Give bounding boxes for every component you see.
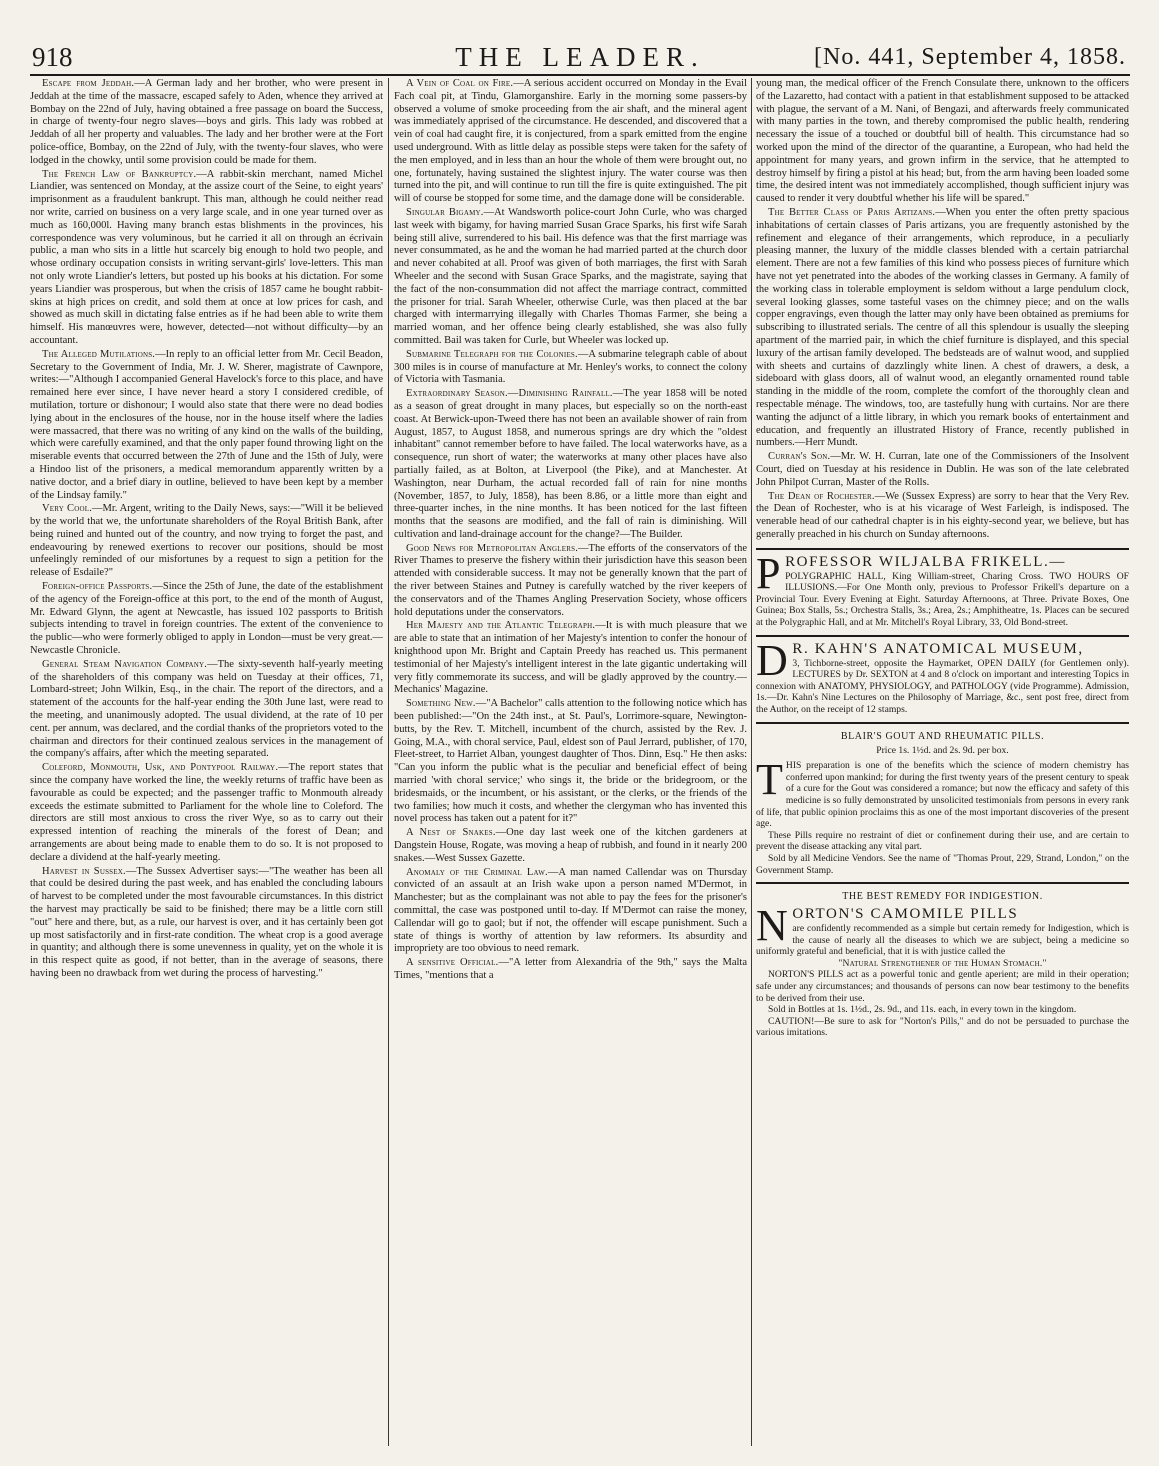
drop-cap: P <box>756 548 783 598</box>
advert-heading: BLAIR'S GOUT AND RHEUMATIC PILLS. <box>840 730 1045 742</box>
article-heading: General Steam Navigation Company. <box>42 658 208 670</box>
advert-kahn <box>756 635 1129 716</box>
advert-preheading: THE BEST REMEDY FOR INDIGESTION. <box>842 891 1043 903</box>
advert-body: HIS preparation is one of the benefits which the science of modern chemistry has conferred upon mankind; for during the first twenty years of the present century to speak of a cure for the Gout was considered a romance; but now the efficacy and safety of this medicine is so fully demonstrated by unsolicited testimonials from persons in every rank of life, that public opinion proclaims this as one of the most important discoveries of the present age. <box>756 760 1129 830</box>
article-text: —A serious accident occurred on Monday in the Evail Fach coal pit, at Tindu, Glamorganshire. Early in the morning some passers-by observed a volume of smoke proceeding from the air shaft, and the mineral agent was immediately apprised of the circumstance. He descended, and discovered that a vein of coal had caught fire, it is conjectured, from a spark emitted from the engine used underground. With as little delay as possible steps were taken for the safety of the men employed, and in less than an hour the whole of them were brought out, no one, fortunately, having sustained the slightest injury. The water course was then turned into the pit, and will continue to run till the fire is quite extinguished. The pit will of course be stopped for some time, and the damage done will be considerable. <box>394 78 747 205</box>
article <box>756 78 1129 206</box>
advert-body-3: Sold in Bottles at 1s. 1½d., 2s. 9d., and 11s. each, in every town in the kingdom. <box>768 1004 1077 1016</box>
advert-tagline: "Natural Strengthener of the Human Stomach." <box>838 957 1047 969</box>
advert-heading: ROFESSOR WILJALBA FRIKELL.— <box>785 553 1066 570</box>
article <box>394 78 747 206</box>
advert-norton <box>756 882 1129 1039</box>
column-3-articles <box>756 78 1129 542</box>
article-text: —The year 1858 will be noted as a season of great drought in many places, but especially so on the north-east coast. At Berwick-upon-Tweed there has not been an available shower of rain from August, 1857, to August 1858, and numerous springs are dry which the "oldest inhabitant" cannot remember before to have failed. The local waterworks have, as a consequence, run short of water; the waterworks at many other places have also partially failed, as at Bolton, at Liverpool (the Pike), and at Manchester. At Washington, near Durham, the actual recorded fall of rain for nine months (November, 1857, to July, 1858), has been 8.86, or a little more than eight and three-quarter inches, in the nine months. It has been noticed for the last fifteen months that the seasons are modified, and the fall of rain is diminishing. Will cultivation and land-drainage account for the change?—The Builder. <box>394 388 747 540</box>
article-text: —The report states that since the company have worked the line, the weekly returns of traffic have been as favourable as could be expected; and the passenger traffic to Monmouth already exceeds the estimate submitted to Parliament for the whole line to Coleford. The directors are still most anxious to cross the river Wye, so as to carry out their expressed intention of reaching the minerals of the forest of Dean; and arrangements are about being made to enable them to do so. It is not proposed to declare a dividend at the half-yearly meeting. <box>30 762 383 863</box>
article <box>394 620 747 697</box>
drop-cap: D <box>756 635 790 685</box>
article <box>30 866 383 981</box>
drop-cap: T <box>756 755 783 805</box>
column-2 <box>394 78 747 1448</box>
article-text: —A submarine telegraph cable of about 300 miles is in course of manufacture at Mr. Henley's works, to connect the colony of Victoria with Tasmania. <box>394 348 747 386</box>
advert-body-4: CAUTION!—Be sure to ask for "Norton's Pills," and do not be persuaded to purchase the various imitations. <box>756 1015 1129 1039</box>
article-heading: Curran's Son. <box>768 451 831 463</box>
article <box>394 698 747 826</box>
article <box>30 581 383 658</box>
article-heading: The French Law of Bankruptcy. <box>42 168 197 180</box>
article-heading: The Better Class of Paris Artizans. <box>768 206 936 218</box>
article <box>756 491 1129 542</box>
article-text: —Mr. W. H. Curran, late one of the Commissioners of the Insolvent Court, died on Tuesday at his residence in Dublin. He was son of the late celebrated John Philpot Curran, Master of the Rolls. <box>756 451 1129 488</box>
article-text: —A man named Callendar was on Thursday convicted of an assault at an Irish wake upon a person named M'Dermot, in Manchester; but as the complainant was not able to pay the fees for the prisoner's committal, the case was postponed until to-day. If M'Dermot can raise the money, Callendar will go to gaol; but if not, the offender will escape punishment. Such a state of things is worthy of attention by law reformers. Its absurdity and impropriety are too obvious to need remark. <box>394 866 747 955</box>
article-heading: A Nest of Snakes. <box>406 827 496 839</box>
issue-info: [No. 441, September 4, 1858. <box>814 44 1126 70</box>
article-text: —It is with much pleasure that we are able to state that an intimation of her Majesty's intention to confer the honour of knighthood upon Mr. Bright and Captain Preedy has reached us. This permanent testimonial of her Majesty's intelligent interest in the late gigantic undertaking will very fitly commemorate its success, and will be gladly approved by the country.—Mechanics' Magazine. <box>394 620 747 696</box>
article-heading: Coleford, Monmouth, Usk, and Pontypool Railway. <box>42 762 279 774</box>
article-text: —One day last week one of the kitchen gardeners at Dangstein House, Rogate, was moving a heap of rubbish, and found in it nearly 200 snakes.—West Sussex Gazette. <box>394 827 747 864</box>
article-text: young man, the medical officer of the French Consulate there, unknown to the officers of the Lazaretto, had contact with a patient in that establishment supposed to be attacked with plague, the servant of a M. Nani, of Bengazi, and afterwards freely communicated with many parties in the town, and thereby compromised the public health, rendering necessary the issue of a touched or doubtful bill of health. This circumstance had so worked upon the mind of the director of the quarantine, a European, who had held the appointment for many years, and grown infirm in the service, that he attempted to destroy himself by firing a pistol at his head; but, from the arm having been loaded some time, the desired intent was not immediately accomplished, though sufficient injury was caused to render it very doubtful whether his life will be spared." <box>756 78 1129 205</box>
article <box>756 451 1129 489</box>
advert-heading: R. KAHN'S ANATOMICAL MUSEUM, <box>792 640 1084 657</box>
article-heading: The Dean of Rochester. <box>768 490 875 502</box>
article-heading: Escape from Jeddah. <box>42 78 135 89</box>
column-rule <box>388 78 389 1446</box>
article-text: —The sixty-seventh half-yearly meeting of the shareholders of this company was held on Tuesday at their offices, 71, Lombard-street; John Wilkin, Esq., in the chair. The report of the directors, and a statement of the accounts for the half-year ending the 30th June last, were read to the meeting, and unanimously adopted. The usual dividend, at the rate of 10 per cent. per annum, was declared, and the cordial thanks of the proprietors voted to the chairman and directors for their continued zealous services in the management of the company's affairs, after which the meeting separated. <box>30 658 383 760</box>
article <box>30 659 383 761</box>
article-heading: Foreign-office Passports. <box>42 581 153 593</box>
article <box>30 169 383 348</box>
article <box>30 762 383 864</box>
article <box>394 867 747 957</box>
article-text: —Since the 25th of June, the date of the establishment of the agency of the Foreign-office at this port, to the end of the month of August, Mr. Edward Glynn, the agent at Newcastle, has issued 102 passports to British subjects intending to travel in foreign countries. The extent of the convenience to the public—who were formerly obliged to apply in London—must be very great.—Newcastle Chronicle. <box>30 581 383 657</box>
article <box>394 543 747 620</box>
article-heading: Her Majesty and the Atlantic Telegraph. <box>406 620 596 632</box>
article <box>394 349 747 387</box>
column-1 <box>30 78 383 1448</box>
advert-price: Price 1s. 1½d. and 2s. 9d. per box. <box>876 745 1009 757</box>
article-text: —In reply to an official letter from Mr. Cecil Beadon, Secretary to the Government of India, Mr. J. W. Sherer, magistrate of Cawnpore, writes:—"Although I accompanied General Havelock's force to this place, and have remained here ever since, I have never heard a story I considered credible, of mutilation, torture or dishonour; I would also state that there were no dead bodies lying about in the enclosures of the house, nor in the house itself where the ladies were massacred, that there was no writing of any kind on the walls of the building, which were carefully examined, and that the only paper found throwing light on the miserable events that occurred between the 27th of June and the 15th of July, were a Hindoo list of the prisoners, a medical memorandum apparently written by a native doctor, and a brief diary in outline, believed to have been kept by a member of the Lindsay family." <box>30 348 383 501</box>
article <box>30 503 383 580</box>
article-text: —"A letter from Alexandria of the 9th," says the Malta Times, "mentions that a <box>394 957 747 981</box>
article <box>394 207 747 348</box>
article-text: —"A Bachelor" calls attention to the following notice which has been published:—"On the 24th inst., at St. Paul's, Lorrimore-square, Newington-butts, by the Rev. T. Mitchell, incumbent of the church, assisted by the Rev. J. Going, M.A., with choral service, Paul, eldest son of Paul Jerrard, publisher, of 170, Fleet-street, to Harriet Alban, youngest daughter of Thos. Dinn, Esq." He then asks: "Can you inform the public what is the peculiar and beneficial effect of being married 'with choral service;' who sings it, the bride or the bridegroom, or the bridesmaids, or the incumbent, or his assistant, or the clerks, or the friends of the two families; how much it costs, and whether the clergyman who has invented this novel process has taken out a patent for it?" <box>394 698 747 825</box>
article-heading: Good News for Metropolitan Anglers. <box>406 542 579 554</box>
advert-body: 3, Tichborne-street, opposite the Haymarket, OPEN DAILY (for Gentlemen only). LECTURES by Dr. SEXTON at 4 and 8 o'clock on important and interesting Topics in connexion with ANATOMY, PHYSIOLOGY, and PATHOLOGY (vide Programme). Admission, 1s.—Dr. Kahn's Nine Lectures on the Philosophy of Marriage, &c., sent post free, direct from the Author, on the receipt of 12 stamps. <box>756 657 1129 716</box>
article-text: —The efforts of the conservators of the River Thames to preserve the fishery within their jurisdiction have this season been attended with considerable success. It may not be generally known that the part of the river between Staines and Putney is carefully watched by the river keepers of the conservators and of the Thames Angling Preservation Society, whose officers hold deputations under the conservators. <box>394 542 747 618</box>
article <box>394 957 747 983</box>
masthead <box>30 40 1130 76</box>
advert-body-2: NORTON'S PILLS act as a powerful tonic and gentle aperient; are mild in their operation; safe under any circumstances; and thousands of persons can now bear testimony to the benefits to be derived from their use. <box>756 969 1129 1004</box>
article-heading: Extraordinary Season.—Diminishing Rainfall. <box>406 388 613 400</box>
advert-body: POLYGRAPHIC HALL, King William-street, Charing Cross. TWO HOURS OF ILLUSIONS.—For One Month only, previous to Professor Frikell's departure on a Provincial Tour. Every Evening at Eight. Saturday Afternoons, at Three. Private Boxes, One Guinea; Box Stalls, 5s.; Orchestra Stalls, 3s.; Area, 2s.; Amphitheatre, 1s. Places can be secured at the Polygraphic Hall, and at Mr. Mitchell's Royal Library, 33, Old Bond-street. <box>756 570 1129 629</box>
article <box>394 827 747 865</box>
article-heading: Anomaly of the Criminal Law. <box>406 866 548 878</box>
article-text: —A rabbit-skin merchant, named Michel Liandier, was sentenced on Monday, at the assize court of the Seine, to eight years' imprisonment as a fraudulent bankrupt. This man, although he could neither read nor write, carried on business on a very large scale, and in one year turned over as much as 160,000l. Having many branch estas blishments in the provinces, his correspondence was very voluminous, but he carried it all on through an écrivain public, a man who sits in a little hut scarcely big enough to hold two people, and whose ordinary occupation consists in writing servant-girls' love-letters. This man not only wrote Liandier's letters, but posted up his books at his dictation. For some years Liandier was prosperous, but when the crisis of 1857 came he bought rabbit-skins at high prices on credit, and sold them at once at low prices for cash, and showed as much skill in dictating false entries as if he had been able to write them himself. His manœuvres were, however, detected—not without difficulty—by an accountant. <box>30 168 383 346</box>
article-text: —The Sussex Advertiser says:—"The weather has been all that could be desired during the past week, and has enabled the concluding labours of harvest to be completed under the most favourable circumstances. In this district the harvest may practically be said to be finished; there may be a little corn still "out" here and there, but, as a rule, our harvest is over, and it has certainly been got up most satisfactorily and in first-rate condition. The wheat crop is a good average in quantity; and although there is some unevenness in quality, yet on the whole it is in this respect quite as good, if not better, than in the average of seasons, there having been no drawback from wet during the process of harvesting." <box>30 865 383 979</box>
article-text: —Mr. Argent, writing to the Daily News, says:—"Will it be believed by the world that we, the unfortunate shareholders of the Royal British Bank, after being ruined and hunted out of the country, and now trying to forget the past, and endeavouring by renewed exertions to recover our positions, should be most unfeelingly reminded of our misfortunes by a request to sign a petition for the release of Esdaile?" <box>30 503 383 579</box>
article <box>394 388 747 542</box>
article-text: —At Wandsworth police-court John Curle, who was charged last week with bigamy, for having married Susan Grace Sparks, his first wife Sarah being still alive, surrendered to his bail. His defence was that the first marriage was never consummated, as he and the woman he had married parted at the church door and never cohabited at all. Proof was given of both marriages, the first with Sarah Wheeler and the second with Susan Grace Sparks, and the magistrate, saying that the fact of the non-consummation did not affect the marriage contract, committed the prisoner for trial. Sarah Wheeler, otherwise Curle, was then placed at the bar charged with intermarrying illegally with Charles Thomas Farmer, she being a married woman, and her offence being clearly established, she was also fully committed. Bail was taken for Curle, but Wheeler was locked up. <box>394 206 747 346</box>
advert-body-3: Sold by all Medicine Vendors. See the name of "Thomas Prout, 229, Strand, London," on the Government Stamp. <box>756 852 1129 876</box>
page-number: 918 <box>32 42 73 72</box>
paper-title: THE LEADER. <box>455 42 705 72</box>
article-heading: A Vein of Coal on Fire. <box>406 78 514 89</box>
advert-heading: ORTON'S CAMOMILE PILLS <box>792 905 1019 922</box>
article-heading: Very Cool. <box>42 503 93 515</box>
article-text: —A German lady and her brother, who were present in Jeddah at the time of the massacre, escaped safely to Aden, whence they arrived at Bombay on the 22nd of July, having obtained a free passage on board the Success, in charge of twenty-four negro slaves—boys and girls. This lady was robbed at Jeddah of all her property and valuables. The lady and her brother were at the Fort police-office, Bombay, on the 22nd of July, with the twenty-four slaves, who were lodged in the chowky, until some provision could be made for them. <box>30 78 383 166</box>
article-text: —We (Sussex Express) are sorry to hear that the Very Rev. the Dean of Rochester, who is at his vicarage of West Farleigh, is indisposed. The venerable head of our cathedral chapter is in his eighty-second year, we believe, but has generally preached in his church on Sunday afternoons. <box>756 490 1129 540</box>
drop-cap: N <box>756 900 790 950</box>
article <box>30 78 383 168</box>
advert-blair <box>756 722 1129 877</box>
column-rule <box>751 78 752 1446</box>
advert-frikell <box>756 548 1129 629</box>
article <box>30 349 383 503</box>
article-heading: Harvest in Sussex. <box>42 865 126 877</box>
article-heading: The Alleged Mutilations. <box>42 348 156 360</box>
column-3 <box>756 78 1129 1448</box>
article-heading: A sensitive Official. <box>406 957 499 969</box>
article <box>756 207 1129 450</box>
article-text: —When you enter the often pretty spacious inhabitations of certain classes of Paris artizans, you are frequently astonished by the refinement and elegance of their arrangements, which reproduce, in a peculiarly pleasing manner, the luxury of the middle classes blended with a certain patriarchal element. There are not a few families of this kind who possess pieces of furniture which have not yet penetrated into the abodes of the working classes in Germany. A family of the working class in tolerable employment is seldom without a large pendulum clock, several looking glasses, some tasteful vases on the chimney piece; and on the walls copper engravings, even though the latter may only have been obtained as premiums for subscribing to illustrated serials. The centre of all this splendour is usually the sleeping apartment of the married pair, in which the chief furniture is displayed, and this special luxury of the artisan family developed. The bedsteads are of walnut wood, and supplied with sheets and curtains of dazzlingly white linen. A chest of drawers, a desk, a sideboard with glass doors, all of walnut wood, an elegantly ornamented round table standing in the middle of the room, complete the comfort of the thoroughly clean and respectable ménage. The windows, too, are tastefully hung with curtains. Nor are there wanting the adjunct of a little library, in which you remark books of entertainment and education, and frequently an illustrated History of France, recently published in numbers.—Herr Mundt. <box>756 206 1129 449</box>
advert-body: are confidently recommended as a simple but certain remedy for Indigestion, which is the cause of nearly all the diseases to which we are subject, being a medicine so uniformly grateful and beneficial, that it is with justice called the <box>756 922 1129 958</box>
article-heading: Something New. <box>406 698 476 710</box>
advert-body-2: These Pills require no restraint of diet or confinement during their use, and are certain to prevent the disease attacking any vital part. <box>756 829 1129 853</box>
article-heading: Submarine Telegraph for the Colonies. <box>406 348 578 360</box>
article-heading: Singular Bigamy. <box>406 206 484 218</box>
